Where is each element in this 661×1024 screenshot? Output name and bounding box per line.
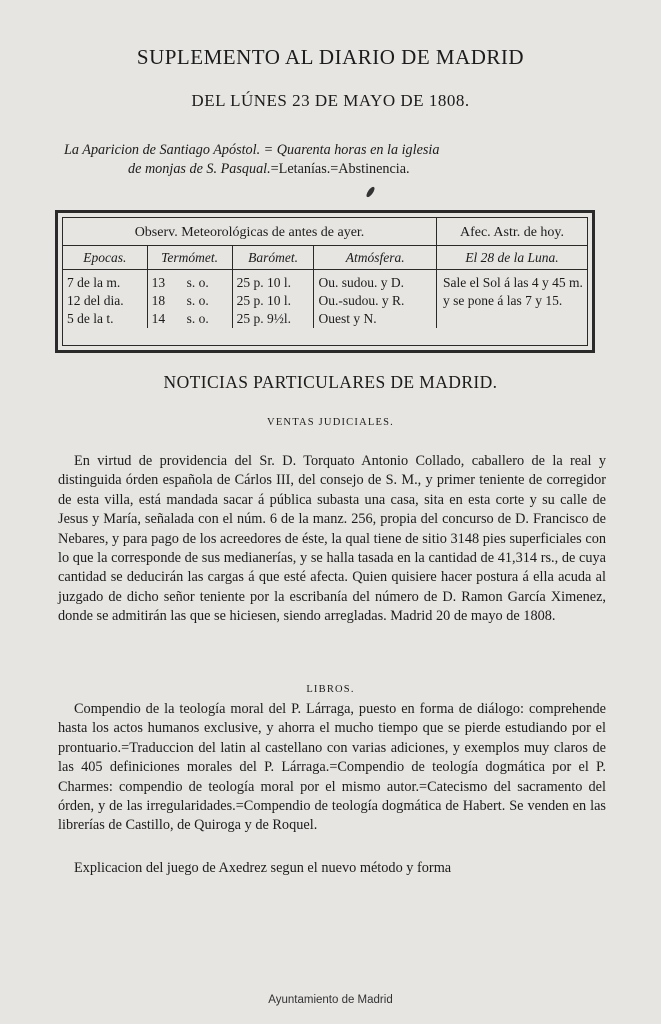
page-title: SUPLEMENTO AL DIARIO DE MADRID [136, 45, 525, 69]
issue-date: DEL LÚNES 23 DE MAYO DE 1808. [191, 91, 470, 110]
article-axedrez: Explicacion del juego de Axedrez segun el nuevo método y forma [74, 860, 452, 876]
cell-epoca: 5 de la t. [63, 310, 147, 328]
col-epocas: Epocas. [63, 246, 147, 270]
archive-footer: Ayuntamiento de Madrid [268, 994, 393, 1006]
cell-atm: Ou. sudou. y D. [314, 270, 437, 293]
col-atmosfera: Atmósfera. [314, 246, 437, 270]
meteo-heading-left: Observ. Meteorológicas de antes de ayer. [63, 218, 437, 246]
article-ventas-judiciales: En virtud de providencia del Sr. D. Torquato Antonio Collado, caballero de la real y distinguida órden española de Cárlos III, del consejo de S. M., y primer teniente de corregidor de esta villa, está mandada sacar á pública subasta una casa, sita en esta corte y su calle de Jesus y María, señalada con el núm. 6 de la manz. 256, propia del concurso de D. Francisco de Nebares, y para pago de los acreedores de éste, la qual tiene de sitio 3148 pies superficiales con lo que la corresponde de sus medianerías, y se halla tasada en la cantidad de 41,314 rs., de cuya cantidad se deducirán las cargas á que esté afecta. Quien quisiere hacer postura á ella acuda al juzgado de dicho señor teniente por la escribanía del número de D. Ramon García Ximenez, donde se admitirán las que se hiciesen, siendo arregladas. Madrid 20 de mayo de 1808. [58, 453, 606, 625]
section-heading-libros: LIBROS. [306, 684, 355, 695]
saints-of-the-day [64, 141, 600, 179]
cell-term: 14 [151, 311, 166, 326]
ink-spot [365, 186, 376, 199]
cell-atm: Ouest y N. [314, 310, 437, 328]
cell-baro: 25 p. 10 l. [232, 292, 314, 310]
col-luna: El 28 de la Luna. [437, 246, 588, 270]
cell-term: 18 [151, 293, 166, 308]
cell-wind: s. o. [183, 310, 233, 328]
saints-line-2: de monjas de S. Pasqual. [128, 161, 271, 177]
cell-term: 13 [151, 275, 166, 290]
article-libros: Compendio de la teología moral del P. Lárraga, puesto en forma de diálogo: comprehende hasta los actos humanos exclusive, y ahorra el mucho tiempo que se pierde estudiando por el prontuario.=Traduccion del latin al castellano con varias adiciones, y exemplos muy claros de las 405 definiciones morales del P. Lárraga.=Compendio de teología dogmática por el P. Charmes: compendio de teología moral por el mismo autor.=Catecismo del sacramento del órden, y de las irregularidades.=Compendio de teología dogmática de Habert. Se venden en las librerías de Castillo, de Quiroga y de Roquel. [58, 701, 606, 834]
cell-atm: Ou.-sudou. y R. [314, 292, 437, 310]
meteorological-table [55, 210, 595, 353]
cell-epoca: 7 de la m. [63, 270, 147, 293]
meteo-heading-right: Afec. Astr. de hoy. [437, 218, 588, 246]
cell-baro: 25 p. 9½l. [232, 310, 314, 328]
saints-line-1: La Aparicion de Santiago Apóstol. = Quarenta horas en la iglesia [64, 142, 440, 158]
table-row [63, 270, 587, 293]
cell-wind: s. o. [183, 270, 233, 293]
col-barometro: Barómet. [232, 246, 314, 270]
col-termometro: Termómet. [147, 246, 232, 270]
news-section-title: NOTICIAS PARTICULARES DE MADRID. [163, 372, 498, 392]
cell-baro: 25 p. 10 l. [232, 270, 314, 293]
section-heading-ventas: VENTAS JUDICIALES. [267, 417, 394, 428]
saints-line-2-rest: =Letanías.=Abstinencia. [270, 161, 410, 177]
cell-wind: s. o. [183, 292, 233, 310]
moon-sun-text: Sale el Sol á las 4 y 45 m. y se pone á las 7 y 15. [443, 275, 583, 308]
cell-epoca: 12 del dia. [63, 292, 147, 310]
